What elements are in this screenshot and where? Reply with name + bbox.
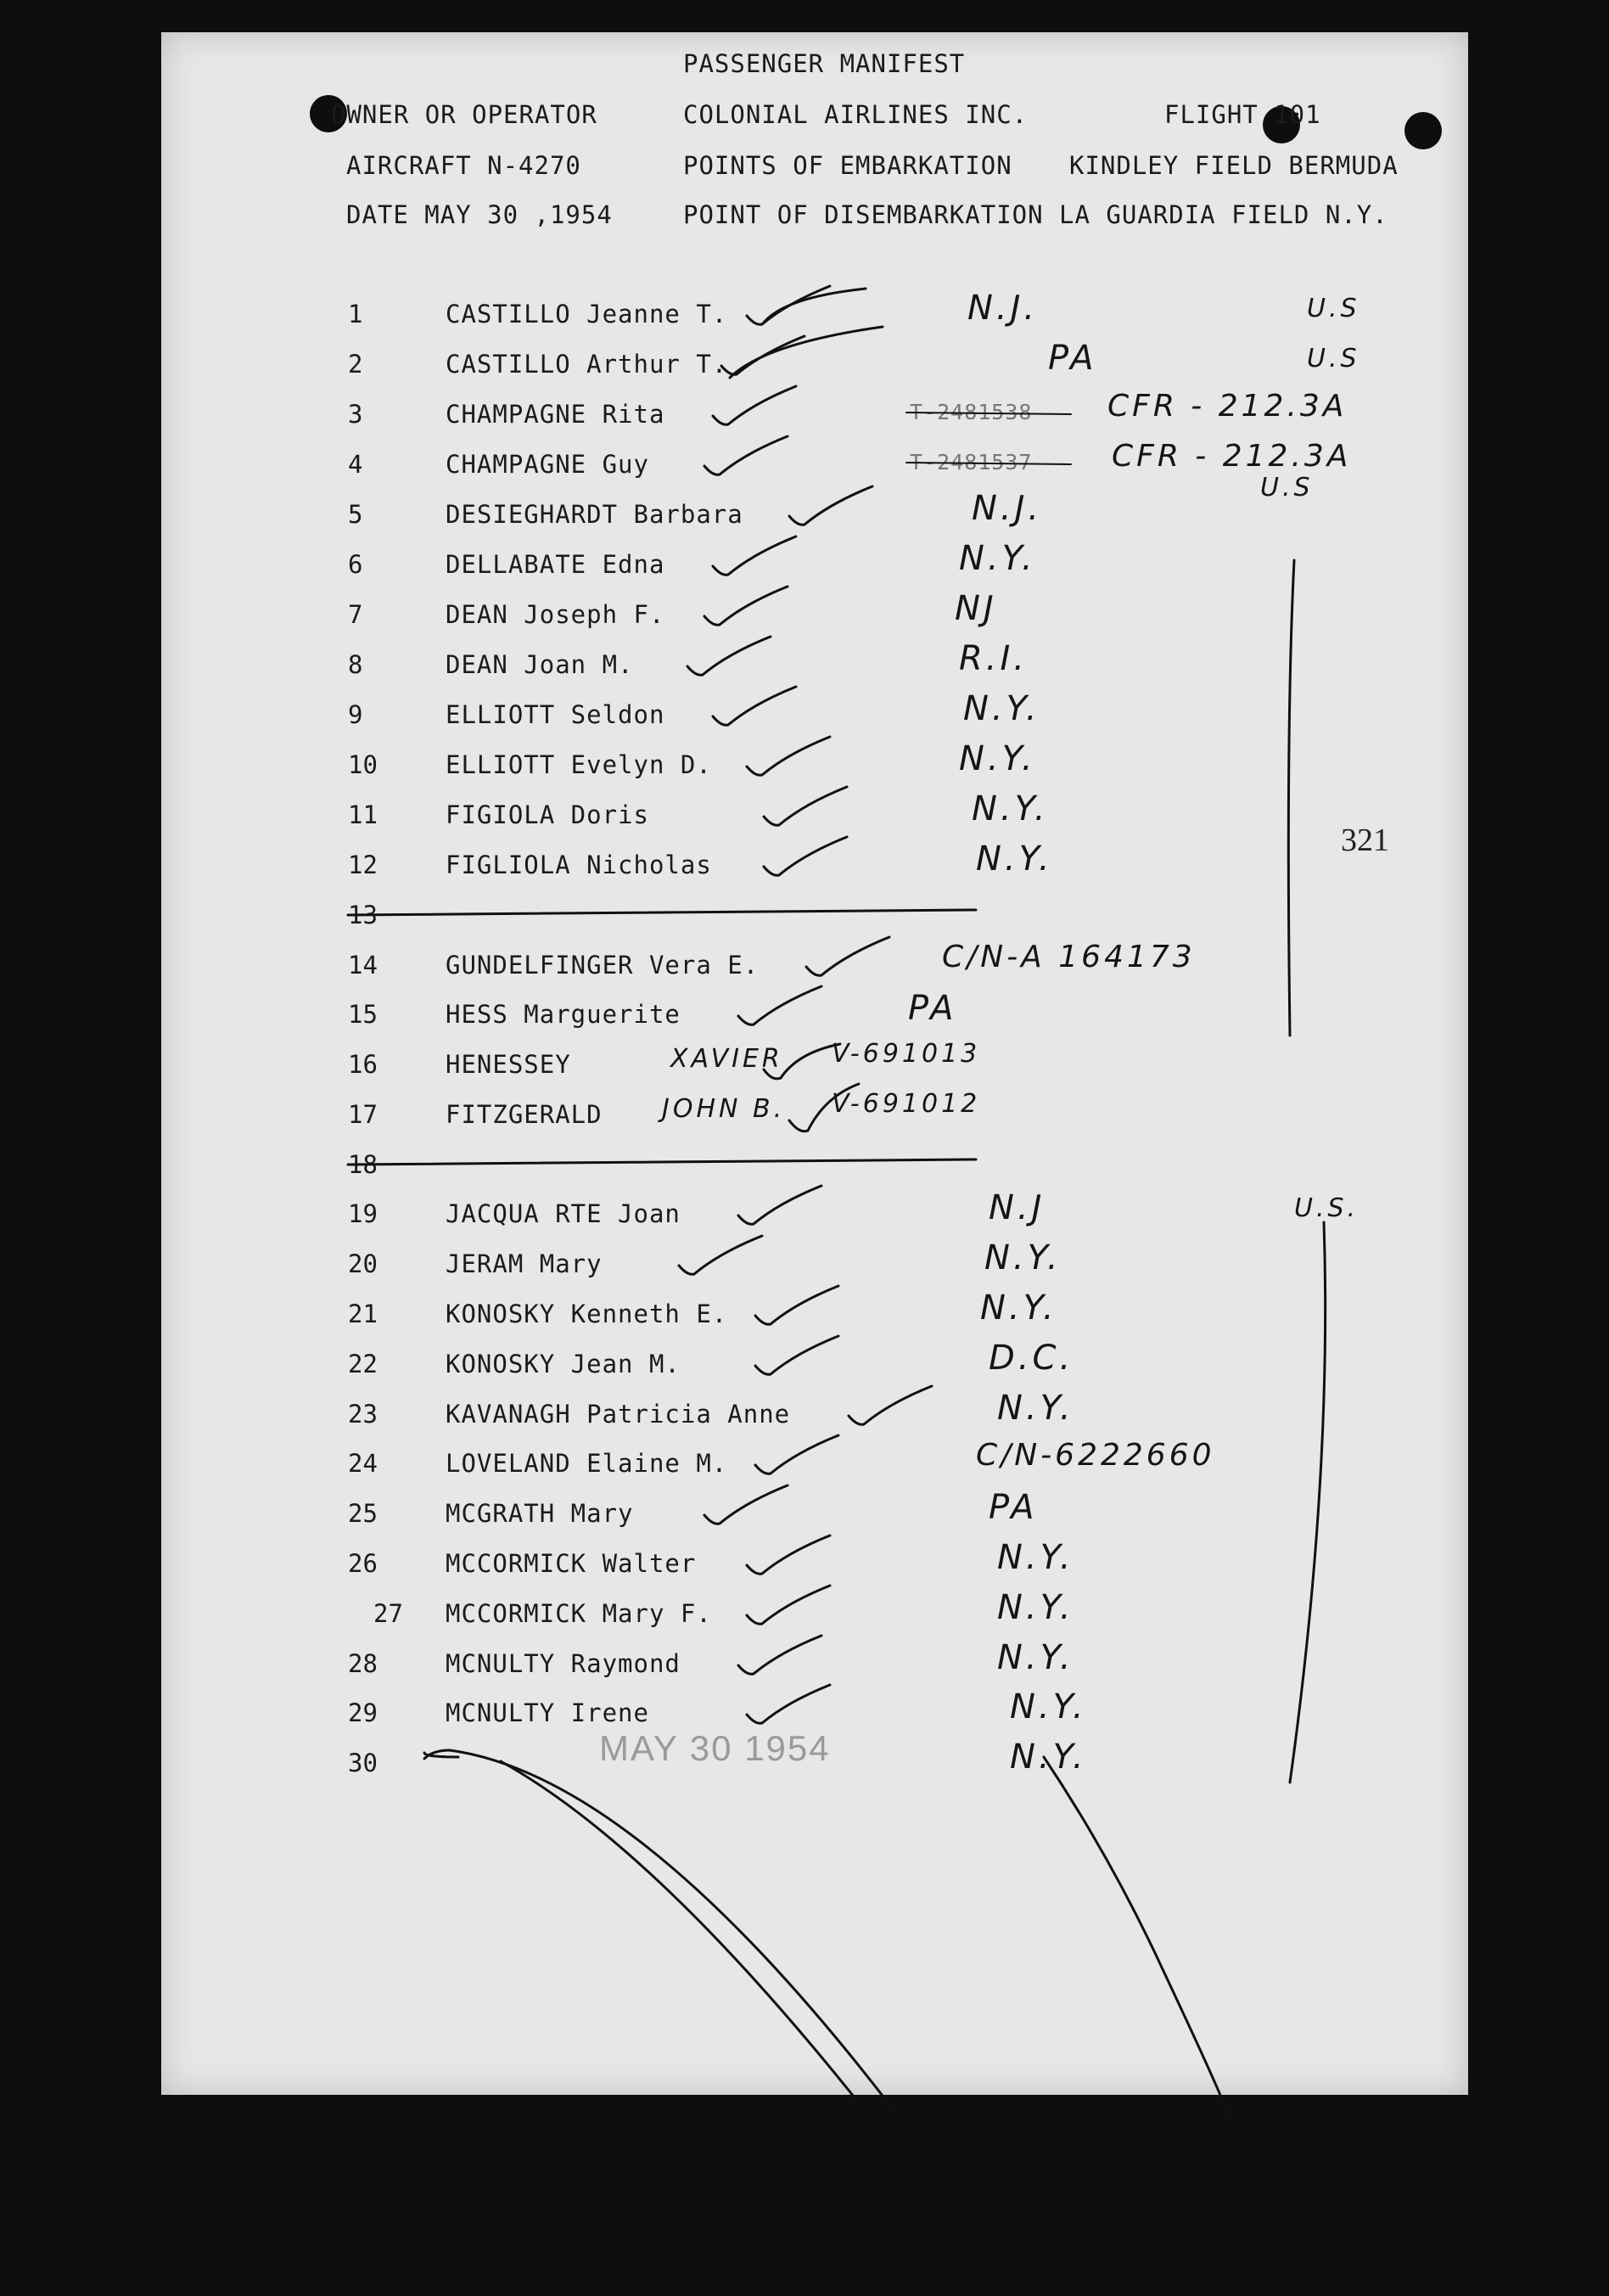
residence-note: N.Y. [997,1389,1074,1428]
check-mark [738,1636,821,1674]
passenger-name: GUNDELFINGER Vera E. [446,951,760,980]
check-mark [704,587,788,625]
residence-note: N.Y. [959,739,1036,778]
check-mark [738,1186,821,1224]
check-mark [704,436,788,474]
row-number: 27 [373,1599,403,1628]
residence-note: CFR - 212.3A [1107,389,1348,424]
row-number: 30 [348,1749,378,1777]
page-number: 321 [1341,822,1389,858]
residence-note: C/N-A 164173 [942,940,1196,974]
manifest-date: DATE MAY 30 ,1954 [346,200,613,229]
residence-note: N.Y. [1010,1687,1087,1726]
residence-note: V-691013 [832,1039,981,1069]
bracket-line [1288,560,1294,1036]
passenger-name: JERAM Mary [446,1249,603,1278]
residence-note: N.Y. [963,689,1040,728]
residence-note: D.C. [989,1339,1074,1378]
passenger-name: FIGIOLA Doris [446,800,649,829]
residence-note: N.Y. [980,1288,1057,1328]
given-name-handwritten: XAVIER [670,1044,783,1074]
check-mark [755,1435,838,1474]
passenger-name: FIGLIOLA Nicholas [446,850,712,879]
passenger-name: CHAMPAGNE Guy [446,450,649,479]
residence-note: PA [908,989,957,1028]
row-number: 4 [348,450,363,479]
row-number: 12 [348,850,378,879]
row-number: 10 [348,750,378,779]
citizenship-note: U.S. [1294,1193,1360,1223]
row-number: 24 [348,1449,378,1478]
citizenship-note: U.S [1307,344,1360,373]
row-number: 18 [348,1150,378,1179]
strike-line [348,1159,976,1165]
residence-note: N.Y. [997,1538,1074,1577]
row-number: 23 [348,1400,378,1429]
passenger-name: MCCORMICK Mary F. [446,1599,712,1628]
passenger-name: MCGRATH Mary [446,1499,634,1528]
passenger-name: JACQUA RTE Joan [446,1199,681,1228]
row-number: 21 [348,1300,378,1328]
residence-note: N.Y. [997,1588,1074,1627]
check-mark [764,837,847,875]
check-mark [789,486,872,525]
row-number: 26 [348,1549,378,1578]
passenger-name: DELLABATE Edna [446,550,665,579]
check-mark [806,937,889,975]
check-mark [747,1535,830,1574]
row-number: 7 [348,600,363,629]
struck-number: T-2481537 [910,450,1033,474]
check-mark [713,687,796,725]
check-mark [713,386,796,424]
check-mark [747,737,830,775]
residence-note: N.J. [967,289,1039,328]
residence-note: R.I. [959,639,1029,678]
citizenship-note: U.S [1307,294,1360,323]
check-mark [755,1286,838,1324]
manifest-title: PASSENGER MANIFEST [683,49,966,78]
check-mark [679,1236,762,1274]
passenger-name: DEAN Joseph F. [446,600,665,629]
row-number: 8 [348,650,363,679]
check-mark [747,1685,830,1723]
check-mark [738,986,821,1024]
residence-note: PA [989,1488,1038,1527]
check-mark [849,1386,932,1424]
residence-note: V-691012 [832,1089,981,1119]
strike-line [906,413,1071,414]
void-line [1044,1757,1231,2122]
residence-note: N.Y. [997,1638,1074,1677]
residence-note: N.Y. [984,1238,1062,1277]
struck-number: T-2481538 [910,400,1033,424]
row-number: 22 [348,1350,378,1378]
passenger-name: MCCORMICK Walter [446,1549,697,1578]
check-mark [730,327,883,378]
check-mark [789,1084,859,1131]
row-number: 28 [348,1649,378,1678]
row-number: 5 [348,500,363,529]
row-number: 25 [348,1499,378,1528]
embarkation-label: POINTS OF EMBARKATION [683,151,1012,180]
row-number: 1 [348,300,363,328]
check-mark [687,637,771,675]
residence-note: N.J. [972,489,1043,528]
residence-note: CFR - 212.3A [1112,439,1352,474]
owner-value: COLONIAL AIRLINES INC. [683,100,1029,129]
strike-line [348,910,976,915]
passenger-name: CASTILLO Jeanne T. [446,300,728,328]
row-number: 3 [348,400,363,429]
void-line [501,1761,857,2101]
row-number: 29 [348,1698,378,1727]
owner-label: OWNER OR OPERATOR [331,100,597,129]
residence-note: N.J [989,1188,1046,1227]
void-line [424,1750,891,2107]
residence-note: NJ [955,589,997,628]
date-stamp: MAY 30 1954 [599,1728,831,1768]
row-number: 11 [348,800,378,829]
row-number: 2 [348,350,363,379]
row-number: 13 [348,901,378,929]
residence-note: C/N-6222660 [976,1438,1215,1473]
residence-note: N.Y. [976,839,1053,879]
row-number: 9 [348,700,363,729]
flight-number: FLIGHT 101 [1164,100,1321,129]
residence-note: N.Y. [1010,1737,1087,1777]
check-mark [704,1485,788,1524]
passenger-name: KONOSKY Jean M. [446,1350,681,1378]
check-mark [747,1586,830,1624]
row-number: 15 [348,1000,378,1029]
row-number: 20 [348,1249,378,1278]
check-mark [755,1336,838,1374]
check-mark [764,787,847,825]
passenger-name: ELLIOTT Seldon [446,700,665,729]
check-mark [713,536,796,575]
passenger-name: KONOSKY Kenneth E. [446,1300,728,1328]
row-number: 17 [348,1100,378,1129]
passenger-name: DEAN Joan M. [446,650,634,679]
passenger-name: MCNULTY Raymond [446,1649,681,1678]
check-mark [764,1044,840,1079]
disembarkation-line: POINT OF DISEMBARKATION LA GUARDIA FIELD N.Y. [683,200,1388,229]
passenger-name: KAVANAGH Patricia Anne [446,1400,791,1429]
residence-note: N.Y. [959,539,1036,578]
passenger-name: ELLIOTT Evelyn D. [446,750,712,779]
given-name-handwritten: JOHN B. [662,1094,786,1124]
residence-note: N.Y. [972,789,1049,828]
citizenship-note: U.S [1260,473,1314,502]
row-number: 6 [348,550,363,579]
row-number: 16 [348,1050,378,1079]
passenger-name: HENESSEY [446,1050,571,1079]
residence-note: PA [1048,339,1097,378]
aircraft-number: AIRCRAFT N-4270 [346,151,581,180]
row-number: 14 [348,951,378,980]
bracket-line [1290,1222,1326,1782]
passenger-name: MCNULTY Irene [446,1698,649,1727]
passenger-name: CHAMPAGNE Rita [446,400,665,429]
row-number: 19 [348,1199,378,1228]
passenger-name: LOVELAND Elaine M. [446,1449,728,1478]
passenger-name: FITZGERALD [446,1100,603,1129]
passenger-name: DESIEGHARDT Barbara [446,500,743,529]
embarkation-place: KINDLEY FIELD BERMUDA [1069,151,1399,180]
passenger-name: CASTILLO Arthur T. [446,350,728,379]
strike-line [906,463,1071,464]
passenger-name: HESS Marguerite [446,1000,681,1029]
